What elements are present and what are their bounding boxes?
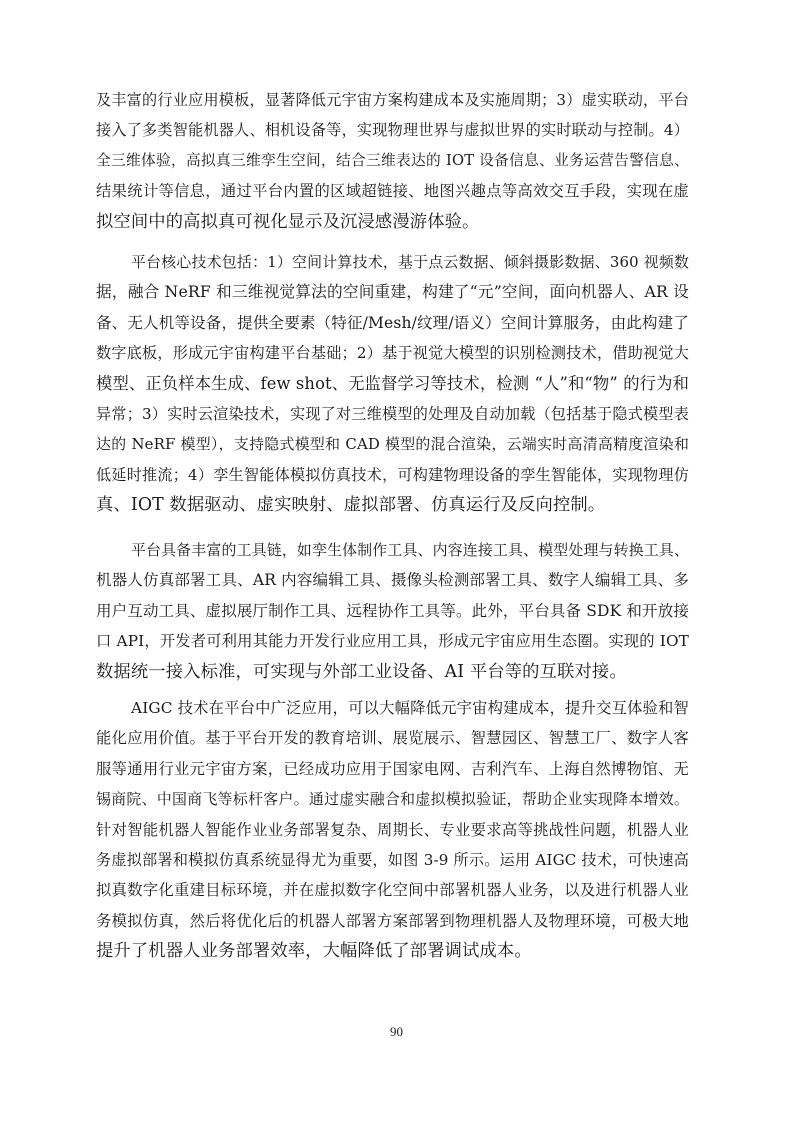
text-line: 结果统计等信息，通过平台内置的区域超链接、地图兴趣点等高效交互手段，实现在虚 (96, 182, 689, 201)
text-line: 异常；3）实时云渲染技术，实现了对三维模型的处理及自动加载（包括基于隐式模型表 (96, 404, 689, 423)
text-line: 拟真数字化重建目标环境，并在虚拟数字化空间中部署机器人业务，以及进行机器人业 (96, 881, 689, 900)
page-number: 90 (390, 1024, 403, 1039)
text-line: 真、IOT 数据驱动、虚实映射、虚拟部署、仿真运行及反向控制。 (96, 495, 606, 516)
text-line: 低延时推流；4）孪生智能体模拟仿真技术，可构建物理设备的孪生智能体，实现物理仿 (96, 465, 689, 484)
text-line: 针对智能机器人智能作业业务部署复杂、周期长、专业要求高等挑战性问题，机器人业 (96, 820, 689, 839)
paragraph-1 (96, 85, 689, 237)
text-line: 及丰富的行业应用模板，显著降低元宇宙方案构建成本及实施周期；3）虚实联动，平台 (96, 91, 689, 109)
text-line: 备、无人机等设备，提供全要素（特征/Mesh/纹理/语义）空间计算服务，由此构建了 (96, 313, 689, 332)
text-line: 据，融合 NeRF 和三维视觉算法的空间重建，构建了“元”空间，面向机器人、AR 设 (96, 282, 689, 302)
text-line: 平台核心技术包括：1）空间计算技术，基于点云数据、倾斜摄影数据、360 视频数 (131, 253, 689, 271)
text-line: 能化应用价值。基于平台开发的教育培训、展览展示、智慧园区、智慧工厂、数字人客 (96, 729, 689, 748)
text-line: AIGC 技术在平台中广泛应用，可以大幅降低元宇宙构建成本，提升交互体验和智 (131, 699, 689, 717)
text-line: 全三维体验，高拟真三维孪生空间，结合三维表达的 IOT 设备信息、业务运营告警信息、 (96, 151, 689, 169)
text-line: 模型、正负样本生成、few shot、无监督学习等技术，检测 “人”和“物” 的行为和 (96, 373, 689, 393)
text-line: 数字底板，形成元宇宙构建平台基础；2）基于视觉大模型的识别检测技术，借助视觉大 (96, 344, 689, 363)
paragraph-2 (96, 247, 689, 521)
text-line: 机器人仿真部署工具、AR 内容编辑工具、摄像头检测部署工具、数字人编辑工具、多 (96, 571, 689, 590)
text-line: 接入了多类智能机器人、相机设备等，实现物理世界与虚拟世界的实时联动与控制。4） (96, 121, 689, 140)
text-line: 务虚拟部署和模拟仿真系统显得尤为重要，如图 3-9 所示。运用 AIGC 技术，可快速高 (96, 850, 689, 869)
text-line: 用户互动工具、虚拟展厅制作工具、远程协作工具等。此外，平台具备 SDK 和开放接 (96, 601, 689, 620)
text-line: 提升了机器人业务部署效率，大幅降低了部署调试成本。 (96, 941, 532, 962)
text-line: 平台具备丰富的工具链，如孪生体制作工具、内容连接工具、模型处理与转换工具、 (131, 541, 689, 559)
paragraph-4 (96, 693, 689, 967)
text-line: 务模拟仿真，然后将优化后的机器人部署方案部署到物理机器人及物理环境，可极大地 (96, 911, 689, 930)
text-line: 拟空间中的高拟真可视化显示及沉浸感漫游体验。 (96, 211, 480, 232)
text-line: 锡商院、中国商飞等标杆客户。通过虚实融合和虚拟模拟验证，帮助企业实现降本增效。 (96, 790, 689, 809)
text-line: 数据统一接入标准，可实现与外部工业设备、AI 平台等的互联对接。 (96, 661, 627, 682)
paragraph-3 (96, 535, 689, 687)
text-line: 达的 NeRF 模型），支持隐式模型和 CAD 模型的混合渲染，云端实时高清高精度渲染和 (96, 435, 689, 454)
text-line: 服等通用行业元宇宙方案，已经成功应用于国家电网、吉利汽车、上海自然博物馆、无 (96, 759, 689, 778)
text-line: 口 API，开发者可利用其能力开发行业应用工具，形成元宇宙应用生态圈。实现的 IOT (96, 632, 689, 651)
